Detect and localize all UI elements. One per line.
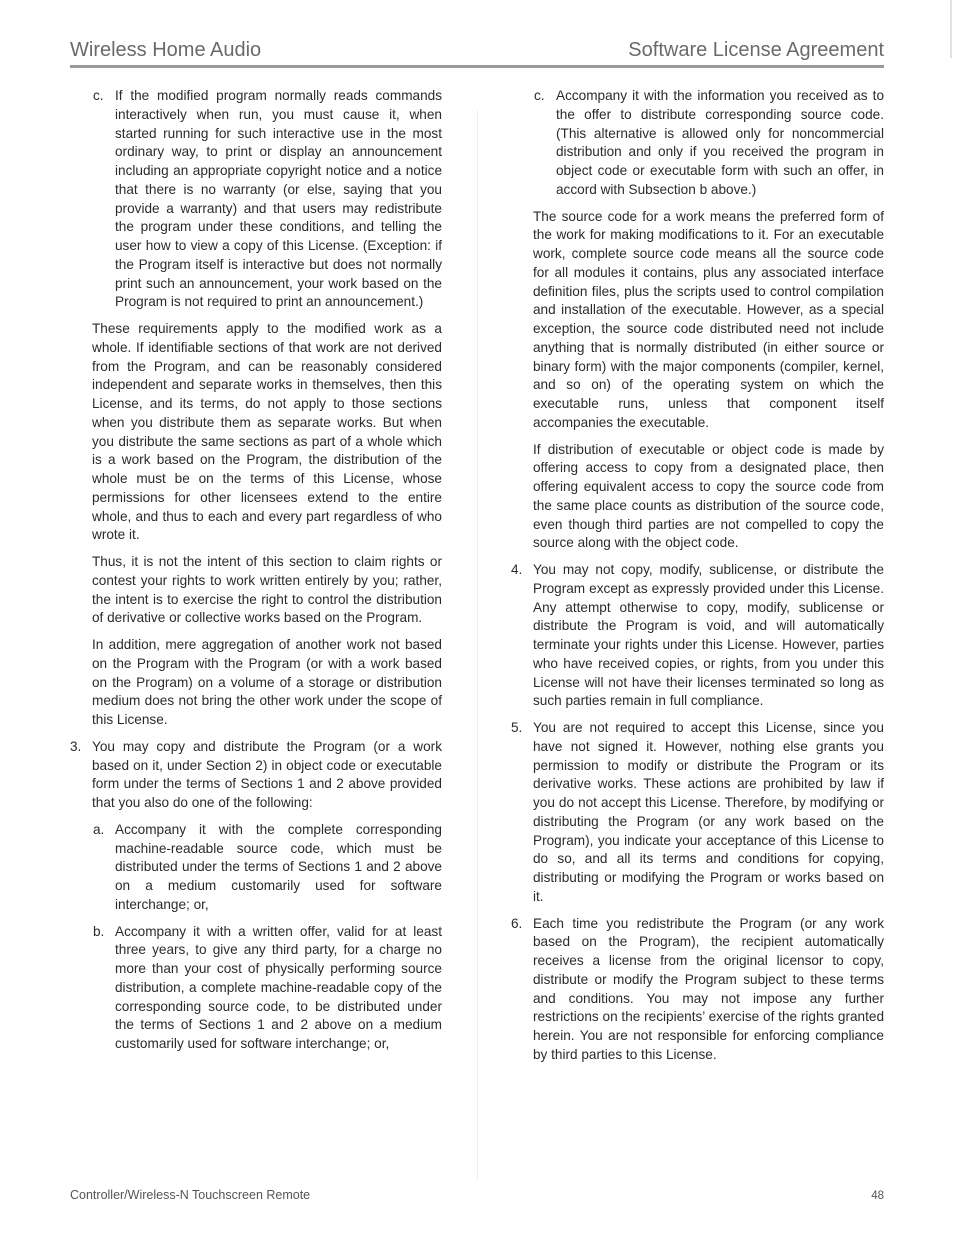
footer-page-number: 48 <box>871 1190 884 1202</box>
list-item-b <box>70 923 442 1054</box>
left-column <box>70 87 442 1062</box>
paragraph: If distribution of executable or object code is made by offering access to copy from a designated place, then offering equivalent access to copy the source code from the same place counts as distribution of the source code, even though third parties are not compelled to copy the source along with the object code. <box>533 441 884 551</box>
list-marker: b. <box>93 923 105 939</box>
list-marker: c. <box>93 88 104 103</box>
header-rule <box>70 65 884 68</box>
list-item-c <box>70 87 442 312</box>
list-item-text: If the modified program normally reads commands interactively when run, you must cause it, when started running for such interactive use in the most ordinary way, to print or display an announcement including an appropriate copyright notice and a notice that there is no warranty (or else, saying that you provide a warranty) and that users may redistribute the program under these conditions, and telling the user how to view a copy of this License. (Exception: if the Program itself is interactive but does not normally print such an announcement, your work based on the Program is not required to print an announcement.) <box>115 88 442 310</box>
list-item-text: Each time you redistribute the Program (or any work based on the Program), the recipient automatically receives a license from the original licensor to copy, distribute or modify the Program subject to these terms and conditions. You may not impose any further restrictions on the recipients’ exercise of the rights granted herein. You are not responsible for enforcing compliance by third parties to this License. <box>533 915 884 1062</box>
header-title-right: Software License Agreement <box>628 39 884 61</box>
list-item-text: You may copy and distribute the Program (or a work based on it, under Section 2) in object code or executable form under the terms of Sections 1 and 2 above provided that you also do one of the following: <box>92 738 442 810</box>
list-item-text: Accompany it with the complete corresponding machine-readable source code, which must be distributed under the terms of Sections 1 and 2 above on a medium customarily used for software interchange; or, <box>115 821 442 912</box>
list-item-text: You may not copy, modify, sublicense, or distribute the Program except as expressly provided under this License. Any attempt otherwise to copy, modify, sublicense or distribute the Program is void, and will automatically terminate your rights under this License. However, parties who have received copies, or rights, from you under this License will not have their licenses terminated so long as such parties remain in full compliance. <box>533 562 884 709</box>
list-item-text: Accompany it with a written offer, valid for at least three years, to give any third party, for a charge no more than your cost of physically performing source distribution, a complete machine-readable copy of the corresponding source code, to be distributed under the terms of Sections 1 and 2 above on a medium customarily used for software interchange; or, <box>115 923 442 1051</box>
paragraph: Thus, it is not the intent of this section to claim rights or contest your rights to work written entirely by you; rather, the intent is to exercise the right to control the distribution of derivative or collective works based on the Program. <box>92 554 442 626</box>
paragraph: These requirements apply to the modified work as a whole. If identifiable sections of that work are not derived from the Program, and can be reasonably considered independent and separate works in themselves, then this License, and its terms, do not apply to those sections when you distribute them as separate works. But when you distribute the same sections as part of a whole which is a work based on the Program, the distribution of the whole must be on the terms of this License, whose permissions for other licensees extend to the entire whole, and thus to each and every part regardless of who wrote it. <box>92 321 442 543</box>
list-marker: a. <box>93 821 105 837</box>
list-marker: 4. <box>511 562 523 577</box>
column-divider <box>477 110 478 1180</box>
list-marker: 5. <box>511 720 523 735</box>
list-item-a <box>70 821 442 915</box>
list-item-c <box>511 87 884 200</box>
list-item-6 <box>511 915 884 1065</box>
page-edge-mark <box>950 0 952 58</box>
paragraph: The source code for a work means the preferred form of the work for making modifications to it. For an executable work, complete source code means all the source code for all modules it contains, plus any associated interface definition files, plus the scripts used to control compilation and installation of the executable. However, as a special exception, the source code distributed need not include anything that is normally distributed (in either source or binary form) with the major components (compiler, kernel, and so on) of the operating system on which the executable runs, unless that component itself accompanies the executable. <box>533 208 884 430</box>
list-marker: 6. <box>511 915 523 931</box>
list-item-4 <box>511 561 884 711</box>
list-marker: c. <box>534 88 545 103</box>
list-marker: 3. <box>70 738 82 754</box>
list-item-5 <box>511 719 884 907</box>
header-title-left: Wireless Home Audio <box>70 39 262 61</box>
page-header <box>70 36 884 66</box>
paragraph: In addition, mere aggregation of another work not based on the Program with the Program (or with a work based on the Program) on a volume of a storage or distribution medium does not bring the other work under the scope of this License. <box>92 637 442 727</box>
list-item-3 <box>70 738 442 813</box>
list-item-text: You are not required to accept this License, since you have not signed it. However, nothing else grants you permission to modify or distribute the Program or its derivative works. These actions are prohibited by law if you do not accept this License. Therefore, by modifying or distributing the Program (or any work based on the Program), you indicate your acceptance of this License to do so, and all its terms and conditions for copying, distributing or modifying the Program or works based on it. <box>533 720 884 904</box>
right-column <box>511 87 884 1073</box>
list-item-text: Accompany it with the information you received as to the offer to distribute corresponding source code. (This alternative is allowed only for noncommercial distribution and only if you received the program in object code or executable form with such an offer, in accord with Subsection b above.) <box>556 88 884 197</box>
footer-product-name: Controller/Wireless-N Touchscreen Remote <box>70 1188 311 1202</box>
